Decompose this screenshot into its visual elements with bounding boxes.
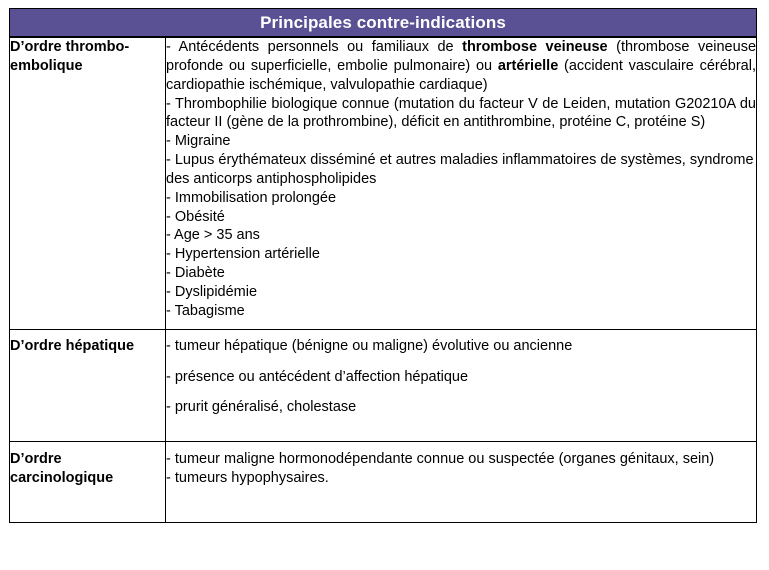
list-item xyxy=(166,337,756,356)
row-category-label: D’ordre thrombo-embolique xyxy=(10,39,130,75)
contraindications-table-container xyxy=(9,8,757,523)
list-item xyxy=(166,283,756,302)
list-item xyxy=(166,95,756,133)
item-text: - Obésité xyxy=(166,208,225,225)
item-text: - Antécédents personnels ou familiaux de xyxy=(166,39,463,55)
list-item xyxy=(166,132,756,151)
item-text: - Migraine xyxy=(166,133,231,150)
list-item xyxy=(166,226,756,245)
item-text: - tumeur maligne hormonodépendante connue ou suspectée (organes génitaux, sein) xyxy=(166,451,715,468)
item-text: - Tabagisme xyxy=(166,302,245,319)
row-category-cell xyxy=(10,38,166,330)
row-items-cell xyxy=(166,329,757,442)
item-text: (thrombose veineuse profonde ou superficielle, embolie pulmonaire) ou xyxy=(166,39,757,74)
table-row xyxy=(10,38,757,330)
table-body xyxy=(10,38,757,523)
item-text: - Dyslipidémie xyxy=(166,283,258,300)
list-item xyxy=(166,189,756,208)
item-text: - tumeurs hypophysaires. xyxy=(166,470,329,487)
table-row xyxy=(10,442,757,523)
table-title-bar xyxy=(9,8,757,37)
row-category-label: D’ordre carcinologique xyxy=(10,451,114,487)
item-text: - Hypertension artérielle xyxy=(166,246,320,263)
table-row xyxy=(10,329,757,442)
emphasis-text: artérielle xyxy=(497,57,559,74)
items-list xyxy=(166,450,756,488)
list-item xyxy=(166,264,756,283)
item-text: (accident vasculaire cérébral, cardiopathie ischémique, valvulopathie cardiaque) xyxy=(166,57,756,93)
row-category-cell xyxy=(10,329,166,442)
row-category-label: D’ordre hépatique xyxy=(10,337,135,354)
list-item xyxy=(166,469,756,488)
list-item xyxy=(166,151,756,189)
list-item xyxy=(166,368,756,387)
row-items-cell xyxy=(166,38,757,330)
list-item xyxy=(166,245,756,264)
item-text: - Diabète xyxy=(166,265,225,282)
row-items-cell xyxy=(166,442,757,523)
item-text: - prurit généralisé, cholestase xyxy=(166,399,357,416)
item-text: - Lupus érythémateux disséminé et autres maladies inflammatoires de systèmes, syndrome des anticorps antiphospholipides xyxy=(166,152,754,187)
list-item xyxy=(166,302,756,321)
item-text: - présence ou antécédent d’affection hépatique xyxy=(166,368,469,385)
items-list xyxy=(166,38,756,321)
list-item xyxy=(166,398,756,417)
list-item xyxy=(166,450,756,469)
items-list xyxy=(166,337,756,418)
item-text: - tumeur hépatique (bénigne ou maligne) évolutive ou ancienne xyxy=(166,337,573,354)
emphasis-text: thrombose veineuse xyxy=(462,39,608,55)
row-category-cell xyxy=(10,442,166,523)
item-text: - Thrombophilie biologique connue (mutation du facteur V de Leiden, mutation G20210A du facteur II (gène de la prothrombine), déficit en antithrombine, protéine C, protéine S) xyxy=(166,95,756,131)
page-title: Principales contre-indications xyxy=(260,13,506,32)
contraindications-table xyxy=(9,37,757,523)
item-text: - Age > 35 ans xyxy=(166,227,260,244)
list-item xyxy=(166,208,756,227)
list-item xyxy=(166,38,756,95)
item-text: - Immobilisation prolongée xyxy=(166,189,337,206)
